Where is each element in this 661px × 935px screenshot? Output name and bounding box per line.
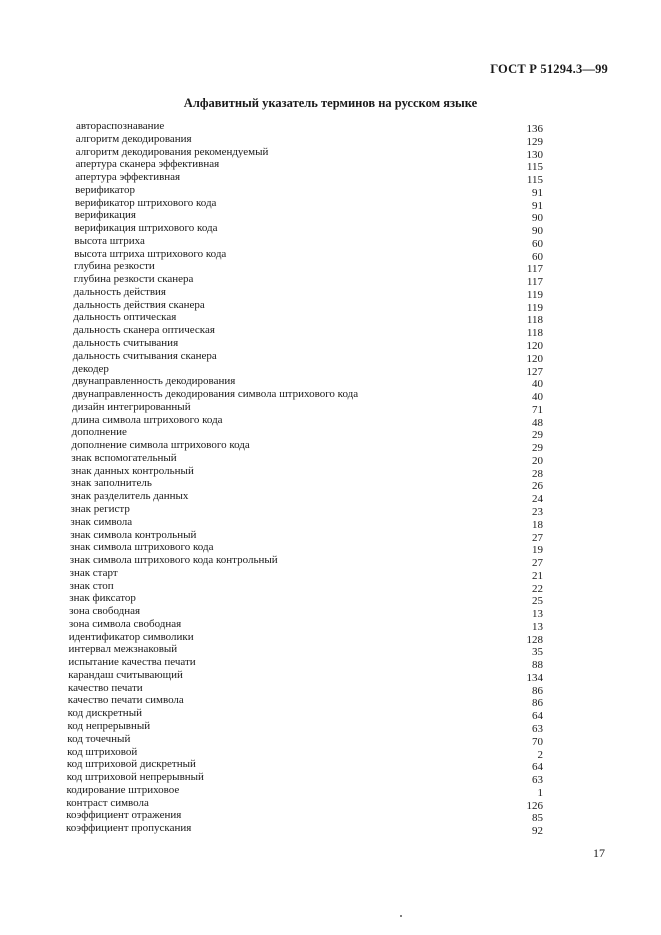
index-term: алгоритм декодирования рекомендуемый — [75, 145, 269, 158]
index-page-ref: 86 — [532, 684, 543, 697]
index-term: дополнение — [71, 426, 127, 439]
index-term: верификация штрихового кода — [74, 222, 218, 235]
index-term: контраст символа — [66, 796, 149, 809]
index-page-ref: 28 — [532, 467, 543, 480]
index-page-ref: 21 — [532, 569, 543, 582]
index-entry — [0, 363, 661, 376]
index-entry — [0, 120, 661, 133]
index-page-ref: 126 — [526, 799, 543, 812]
index-page-ref: 120 — [526, 352, 543, 365]
index-page-ref: 22 — [532, 582, 543, 595]
index-term: код непрерывный — [67, 719, 151, 732]
index-entry — [0, 516, 661, 529]
index-page-ref: 26 — [532, 480, 543, 493]
index-entry — [0, 822, 661, 838]
index-term: высота штриха штрихового кода — [74, 247, 227, 260]
index-entry — [0, 375, 661, 391]
index-page-ref: 19 — [532, 544, 543, 557]
index-entry — [0, 337, 661, 353]
index-term: верификация — [74, 209, 136, 222]
index-entry — [0, 503, 661, 516]
index-page-ref: 91 — [532, 199, 543, 212]
term-index-list — [0, 120, 661, 838]
index-page-ref: 23 — [532, 505, 543, 518]
index-entry — [0, 235, 661, 248]
index-page-ref: 13 — [532, 608, 543, 621]
index-page-ref: 2 — [537, 748, 543, 761]
index-page-ref: 71 — [532, 403, 543, 416]
index-page-ref: 40 — [532, 391, 543, 404]
index-term: длина символа штрихового кода — [71, 413, 223, 426]
index-term: дальность действия — [73, 285, 166, 298]
index-page-ref: 35 — [532, 646, 543, 659]
index-term: код штриховой непрерывный — [66, 771, 204, 784]
index-page-ref: 118 — [526, 314, 543, 327]
index-entry — [0, 209, 661, 225]
index-entry — [0, 260, 661, 276]
index-entry — [0, 554, 661, 570]
index-term: автораспознавание — [76, 120, 165, 132]
index-term: знак данных контрольный — [71, 464, 194, 477]
index-page-ref: 48 — [532, 416, 543, 429]
index-page-ref: 115 — [526, 161, 543, 174]
index-entry — [0, 286, 661, 299]
index-page-ref: 92 — [532, 825, 543, 838]
index-page-ref: 88 — [532, 659, 543, 672]
index-term: зона символа свободная — [68, 617, 182, 630]
index-entry — [0, 184, 661, 197]
index-term: верификатор — [75, 183, 135, 196]
index-term: двунаправленность декодирования — [72, 375, 236, 388]
index-term: дальность считывания сканера — [72, 349, 217, 362]
index-entry — [0, 350, 661, 363]
index-term: дальность считывания — [72, 337, 179, 350]
page-number: 17 — [593, 846, 605, 860]
document-code: ГОСТ Р 51294.3—99 — [490, 62, 608, 76]
index-entry — [0, 465, 661, 478]
index-entry — [0, 158, 661, 174]
index-term: знак вспомогательный — [71, 451, 177, 464]
index-entry — [0, 567, 661, 580]
index-title: Алфавитный указатель терминов на русском языке — [183, 96, 478, 110]
index-entry — [0, 592, 661, 608]
index-entry — [0, 707, 661, 723]
index-entry — [0, 720, 661, 733]
index-page-ref: 86 — [532, 697, 543, 710]
index-term: знак стоп — [69, 579, 114, 592]
index-term: испытание качества печати — [68, 656, 196, 669]
index-term: дизайн интегрированный — [72, 400, 191, 413]
index-page-ref: 60 — [532, 250, 543, 263]
index-page-ref: 63 — [532, 774, 543, 787]
index-term: дальность сканера оптическая — [73, 324, 215, 337]
index-term: коэффициент отражения — [66, 809, 182, 822]
index-page-ref: 25 — [532, 595, 543, 608]
index-page-ref: 136 — [526, 123, 543, 135]
index-entry — [0, 682, 661, 695]
index-page-ref: 119 — [526, 301, 543, 314]
index-term: высота штриха — [74, 234, 145, 247]
index-entry — [0, 311, 661, 327]
index-term: знак фиксатор — [69, 592, 136, 605]
index-entry — [0, 541, 661, 557]
index-entry — [0, 146, 661, 159]
index-page-ref: 134 — [526, 671, 543, 684]
index-entry — [0, 746, 661, 759]
index-term: дальность действия сканера — [73, 298, 205, 311]
index-entry — [0, 197, 661, 210]
index-page-ref: 29 — [532, 429, 543, 442]
index-page-ref: 63 — [532, 722, 543, 735]
index-term: код дискретный — [67, 707, 142, 720]
index-term: зона свободная — [69, 605, 141, 618]
index-term: апертура сканера эффективная — [75, 158, 220, 171]
index-entry — [0, 669, 661, 682]
index-page-ref: 20 — [532, 454, 543, 467]
index-page-ref: 60 — [532, 237, 543, 250]
index-term: знак заполнитель — [70, 477, 152, 490]
index-entry — [0, 273, 661, 289]
index-term: знак регистр — [70, 502, 130, 515]
index-term: дальность оптическая — [73, 311, 177, 324]
index-term: апертура эффективная — [75, 171, 181, 184]
index-term: знак символа штрихового кода — [70, 541, 214, 554]
index-page-ref: 90 — [532, 225, 543, 238]
index-term: глубина резкости сканера — [73, 273, 194, 286]
index-entry — [0, 771, 661, 787]
index-entry — [0, 490, 661, 506]
index-page-ref: 1 — [537, 786, 543, 799]
index-term: интервал межзнаковый — [68, 643, 178, 656]
index-page-ref: 64 — [532, 761, 543, 774]
index-page-ref: 64 — [532, 710, 543, 723]
index-term: качество печати — [68, 681, 143, 694]
index-entry — [0, 477, 661, 493]
index-page-ref: 118 — [526, 327, 543, 340]
index-page-ref: 27 — [532, 557, 543, 570]
index-term: идентификатор символики — [68, 630, 194, 643]
index-page-ref: 29 — [532, 442, 543, 455]
index-page-ref: 117 — [526, 263, 543, 276]
index-term: знак разделитель данных — [70, 490, 189, 503]
index-page-ref: 27 — [532, 531, 543, 544]
index-term: двунаправленность декодирования символа штрихового кода — [72, 388, 359, 401]
index-entry — [0, 388, 661, 404]
index-page-ref: 117 — [526, 276, 543, 289]
index-entry — [0, 439, 661, 455]
index-entry — [0, 809, 661, 825]
index-page-ref: 24 — [532, 493, 543, 506]
index-page-ref: 91 — [532, 186, 543, 199]
index-entry — [0, 618, 661, 631]
index-entry — [0, 733, 661, 746]
index-entry — [0, 222, 661, 238]
index-entry — [0, 171, 661, 187]
index-page-ref: 90 — [532, 212, 543, 225]
index-term: кодирование штриховое — [66, 783, 180, 796]
index-entry — [0, 299, 661, 312]
index-page-ref: 40 — [532, 378, 543, 391]
index-entry — [0, 452, 661, 465]
index-page-ref: 70 — [532, 735, 543, 748]
index-page-ref: 13 — [532, 620, 543, 633]
scan-speck — [400, 915, 402, 917]
index-page-ref: 129 — [526, 135, 543, 148]
index-term: декодер — [72, 362, 109, 375]
index-term: знак символа контрольный — [70, 528, 197, 541]
index-page-ref: 18 — [532, 518, 543, 531]
index-term: знак старт — [69, 566, 118, 579]
index-entry — [0, 580, 661, 593]
index-entry — [0, 631, 661, 644]
index-entry — [0, 248, 661, 261]
index-term: код штриховой — [67, 745, 138, 758]
index-entry — [0, 694, 661, 710]
index-term: алгоритм декодирования — [75, 132, 192, 145]
index-page-ref: 120 — [526, 340, 543, 353]
index-term: коэффициент пропускания — [66, 822, 192, 835]
index-page-ref: 130 — [526, 148, 543, 161]
index-term: знак символа — [70, 515, 133, 528]
index-entry — [0, 758, 661, 774]
index-entry — [0, 605, 661, 621]
index-page-ref: 115 — [526, 174, 543, 187]
index-entry — [0, 784, 661, 797]
index-entry — [0, 656, 661, 672]
index-page-ref: 119 — [526, 288, 543, 301]
index-entry — [0, 797, 661, 810]
index-term: качество печати символа — [67, 694, 184, 707]
index-entry — [0, 414, 661, 427]
index-entry — [0, 426, 661, 442]
index-term: код точечный — [67, 732, 131, 745]
index-term: код штриховой дискретный — [66, 758, 196, 771]
index-page-ref: 127 — [526, 365, 543, 378]
index-term: дополнение символа штрихового кода — [71, 439, 250, 452]
index-entry — [0, 529, 661, 542]
index-entry — [0, 643, 661, 659]
index-term: верификатор штрихового кода — [74, 196, 217, 209]
index-term: глубина резкости — [74, 260, 155, 273]
index-term: карандаш считывающий — [68, 668, 183, 681]
index-page-ref: 85 — [532, 812, 543, 825]
index-entry — [0, 401, 661, 414]
index-term: знак символа штрихового кода контрольный — [69, 554, 278, 567]
index-entry — [0, 324, 661, 340]
index-entry — [0, 133, 661, 146]
index-page-ref: 128 — [526, 633, 543, 646]
